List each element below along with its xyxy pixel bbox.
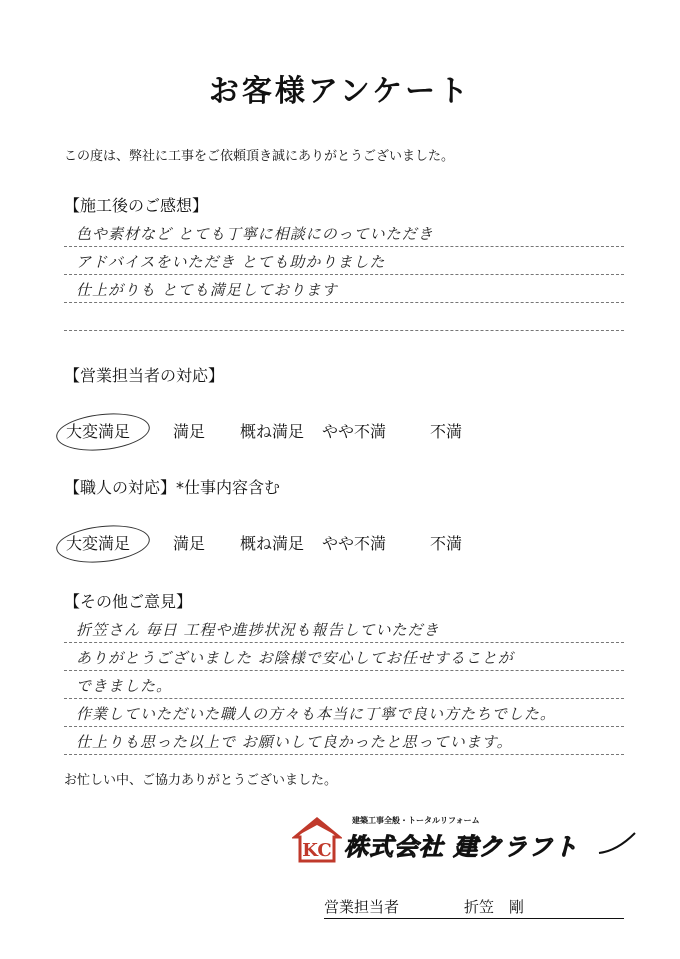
logo-tagline: 建築工事全般・トータルリフォーム [352,816,480,825]
rating-option-slightly-dissatisfied[interactable]: やや不満 [322,422,387,441]
rating-option-very-satisfied[interactable]: 大変満足 [66,534,131,553]
handwritten-text: 作業していただいた職人の方々も本当に丁寧で良い方たちでした。 [76,705,556,723]
opinion-line-4 [64,698,624,727]
handwritten-text: 折笠さん 毎日 工程や進捗状況も報告していただき [76,621,440,639]
opinion-line-5 [64,726,624,755]
rating-option-mostly-satisfied[interactable]: 概ね満足 [240,422,305,441]
section-sales-heading: 【営業担当者の対応】 [64,366,225,385]
logo-company-name: 株式会社 建クラフト [344,833,579,861]
house-emblem-icon [292,815,342,865]
opinion-line-1 [64,614,624,643]
rating-option-mostly-satisfied[interactable]: 概ね満足 [240,534,305,553]
section-impressions-heading: 【施工後のご感想】 [64,196,209,215]
emblem-letters: KC [302,840,332,861]
handwritten-text: 仕上がりも とても満足しております [76,281,338,299]
section-craftsman-heading: 【職人の対応】*仕事内容含む [64,478,281,497]
section-other-heading: 【その他ご意見】 [64,592,193,611]
staff-name: 折笠 剛 [464,898,525,916]
handwritten-text: ありがとうございました お陰様で安心してお任せすることが [76,649,514,667]
handwritten-text: アドバイスをいただき とても助かりました [76,253,386,271]
staff-signature-line [324,896,624,919]
page-title: お客様アンケート [208,74,472,109]
closing-text: お忙しい中、ご協力ありがとうございました。 [64,773,338,788]
rating-option-satisfied[interactable]: 満足 [173,534,206,553]
rating-option-very-satisfied[interactable]: 大変満足 [66,422,131,441]
brush-swoosh-icon [597,829,637,859]
staff-label: 営業担当者 [324,898,400,916]
rating-option-dissatisfied[interactable]: 不満 [430,534,463,553]
handwritten-text: 仕上りも思った以上で お願いして良かったと思っています。 [76,733,513,751]
rating-option-slightly-dissatisfied[interactable]: やや不満 [322,534,387,553]
handwritten-text: 色や素材など とても丁寧に相談にのっていただき [76,225,434,243]
impression-line-2 [64,246,624,275]
rating-option-dissatisfied[interactable]: 不満 [430,422,463,441]
opinion-line-2 [64,642,624,671]
rating-option-satisfied[interactable]: 満足 [173,422,206,441]
impression-line-3 [64,274,624,303]
impression-line-1 [64,218,624,247]
intro-text: この度は、弊社に工事をご依頼頂き誠にありがとうございました。 [64,149,455,164]
opinion-line-3 [64,670,624,699]
impression-line-4 [64,302,624,331]
company-logo [292,815,642,865]
handwritten-text: できました。 [76,677,173,695]
